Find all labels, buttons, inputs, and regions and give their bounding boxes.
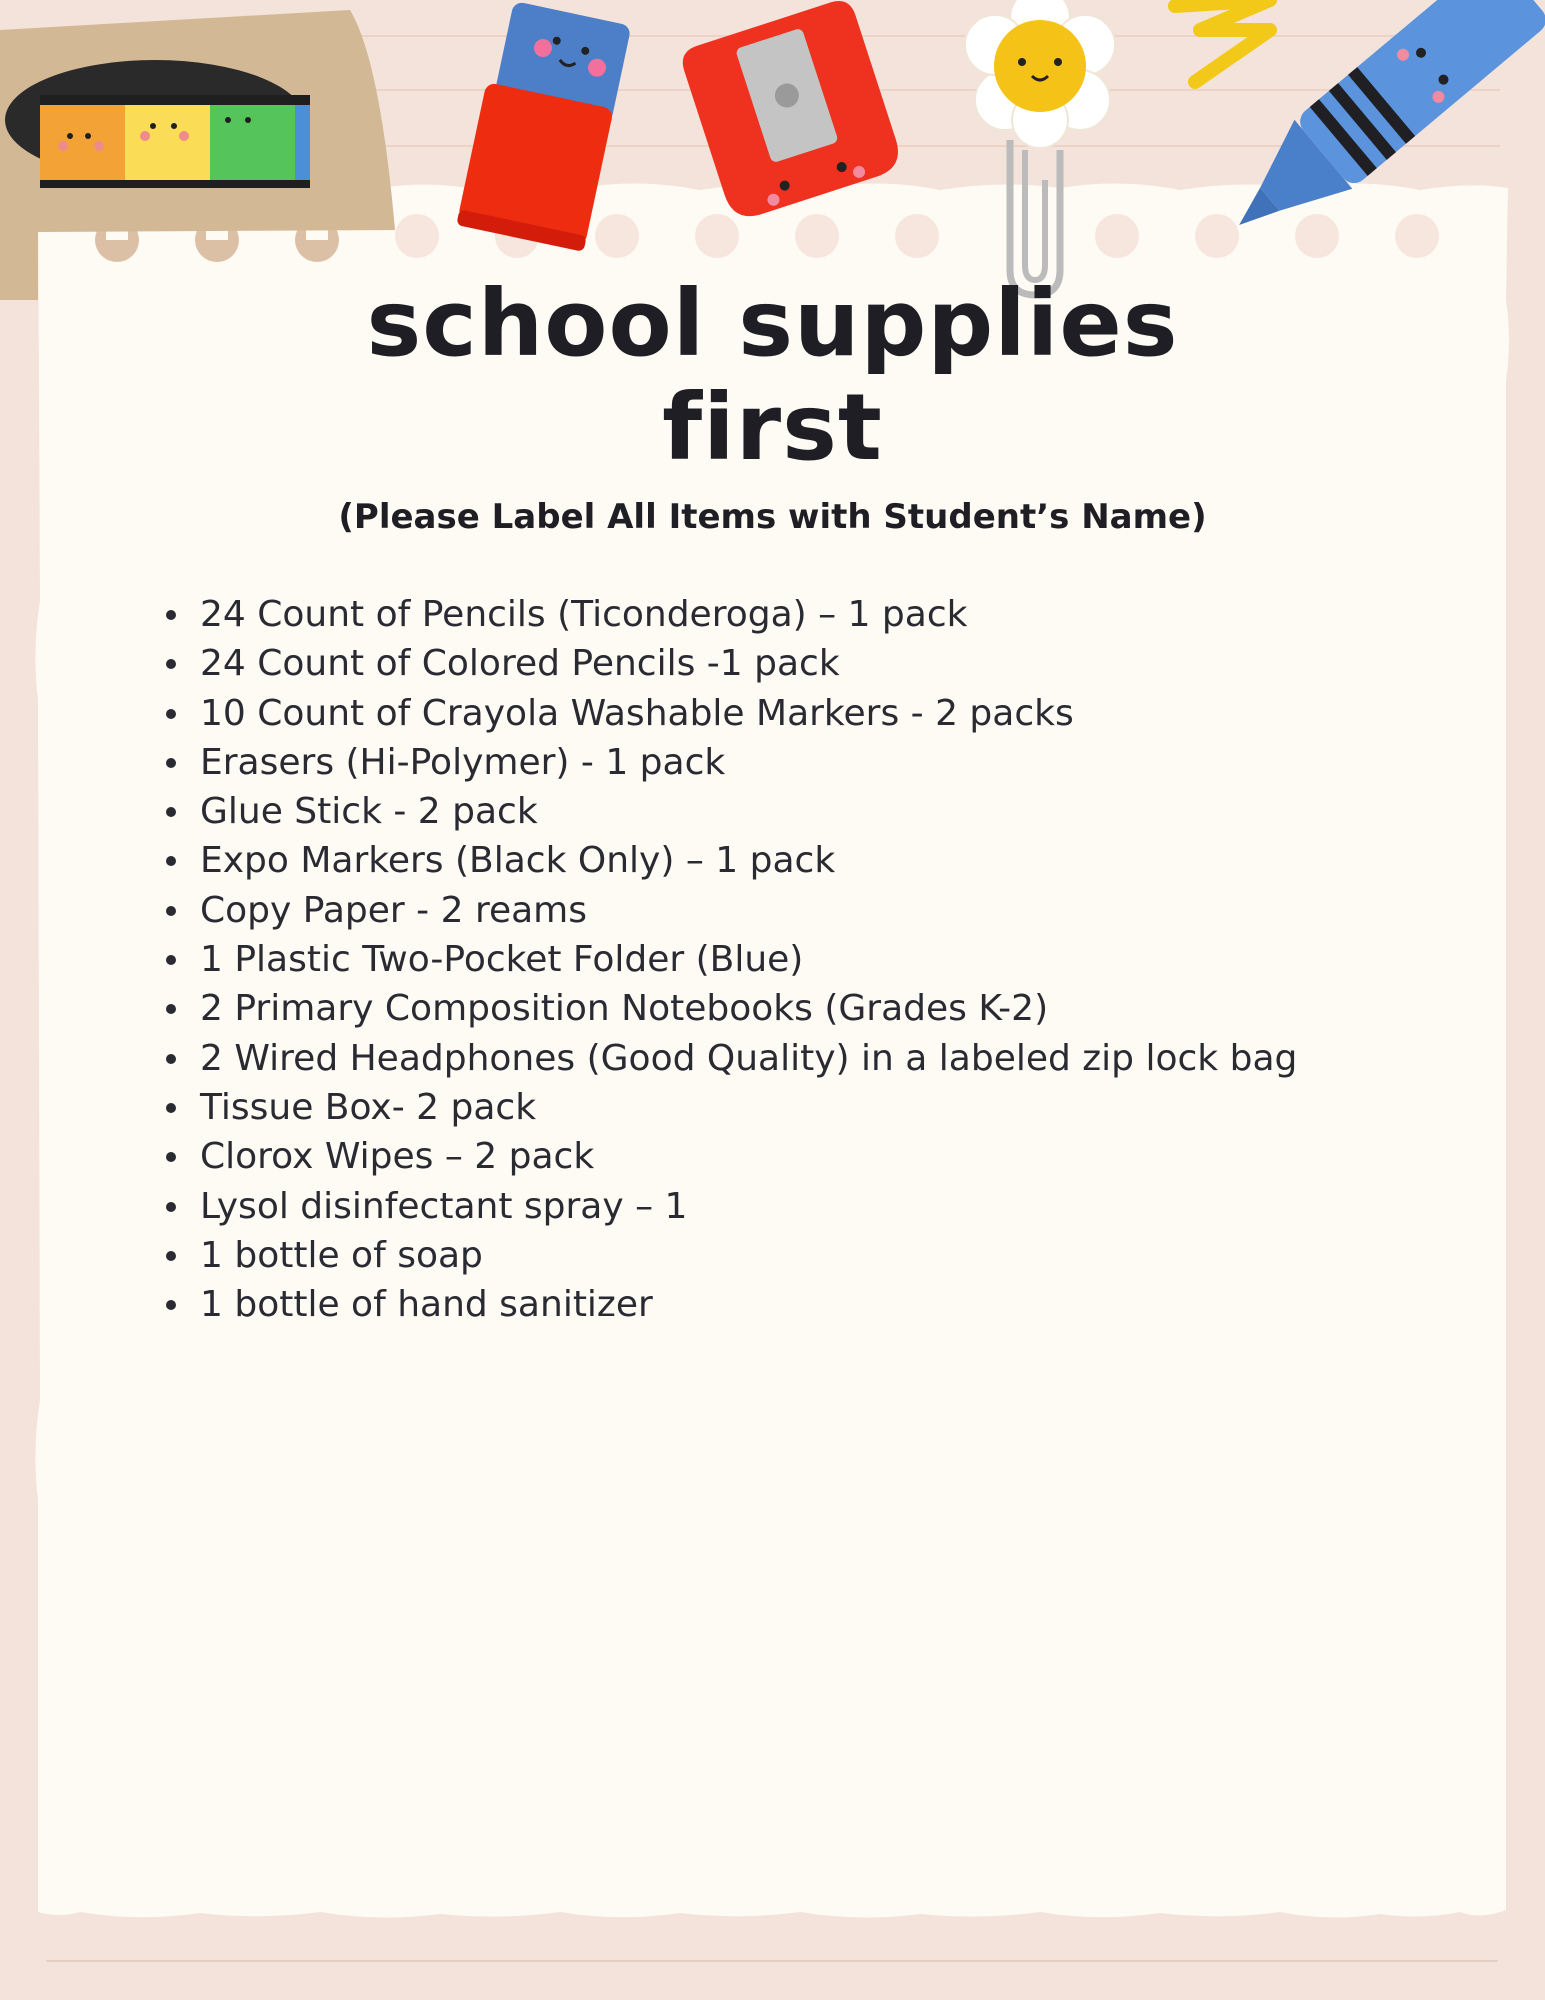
eraser-icon bbox=[456, 0, 631, 252]
list-item: Copy Paper - 2 reams bbox=[200, 886, 1297, 935]
list-item: 10 Count of Crayola Washable Markers - 2 packs bbox=[200, 689, 1297, 738]
supply-list bbox=[160, 590, 1297, 1329]
list-item: 1 Plastic Two-Pocket Folder (Blue) bbox=[200, 935, 1297, 984]
list-item: 2 Primary Composition Notebooks (Grades K-2) bbox=[200, 984, 1297, 1033]
list-item: 2 Wired Headphones (Good Quality) in a labeled zip lock bag bbox=[200, 1034, 1297, 1083]
list-item: Erasers (Hi-Polymer) - 1 pack bbox=[200, 738, 1297, 787]
flower-paperclip-icon bbox=[965, 0, 1115, 295]
list-item: 1 bottle of hand sanitizer bbox=[200, 1280, 1297, 1329]
sharpener-icon bbox=[678, 0, 905, 223]
pencil-case-icon bbox=[0, 10, 395, 300]
page-title-line-2: first bbox=[662, 374, 883, 481]
stationery-decor bbox=[0, 0, 1545, 300]
list-item: Lysol disinfectant spray – 1 bbox=[200, 1182, 1297, 1231]
list-item: 1 bottle of soap bbox=[200, 1231, 1297, 1280]
list-item: 24 Count of Pencils (Ticonderoga) – 1 pack bbox=[200, 590, 1297, 639]
bottom-divider bbox=[46, 1960, 1498, 1962]
list-item: Expo Markers (Black Only) – 1 pack bbox=[200, 836, 1297, 885]
list-item: 24 Count of Colored Pencils -1 pack bbox=[200, 639, 1297, 688]
list-item: Tissue Box- 2 pack bbox=[200, 1083, 1297, 1132]
list-item: Clorox Wipes – 2 pack bbox=[200, 1132, 1297, 1181]
page-subtitle: (Please Label All Items with Student’s Name) bbox=[338, 497, 1207, 537]
squiggle-icon bbox=[1175, 0, 1270, 82]
list-item: Glue Stick - 2 pack bbox=[200, 787, 1297, 836]
page-title-line-1: school supplies bbox=[366, 270, 1179, 377]
